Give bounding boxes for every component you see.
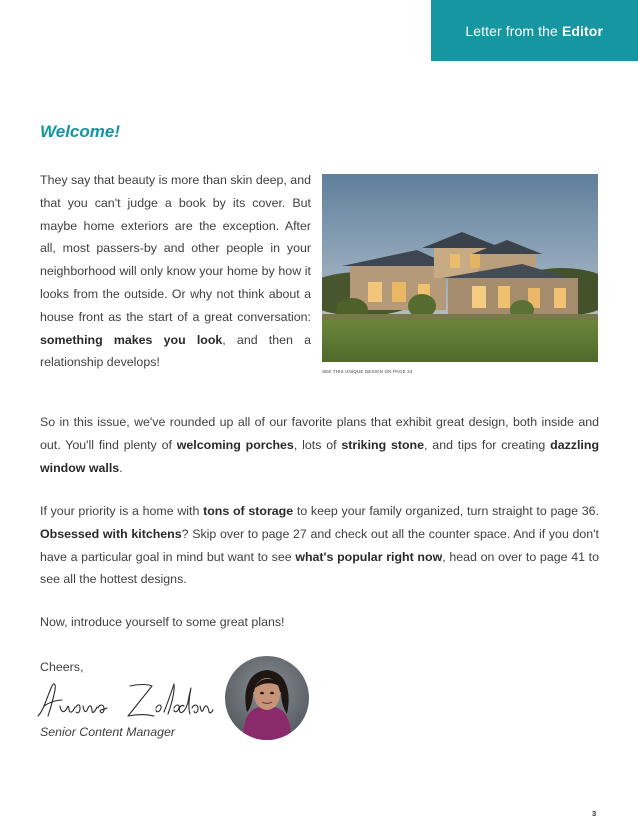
- intro-text-end: , and then a relationship develops!: [40, 332, 311, 370]
- intro-paragraph: [40, 169, 311, 374]
- photo-caption: SEE THIS UNIQUE DESIGN ON PAGE 24: [322, 369, 413, 374]
- paragraph-text: , lots of: [293, 437, 342, 452]
- emphasis-stone: striking stone: [341, 437, 425, 452]
- paragraph-text: If your priority is a home with: [40, 504, 204, 518]
- page-number: 3: [592, 809, 597, 818]
- paragraph-introduce: Now, introduce yourself to some great plans!: [40, 615, 285, 629]
- section-prefix: Letter from the: [465, 22, 558, 39]
- closing-greeting: Cheers,: [40, 660, 84, 674]
- paragraph-priorities: [40, 500, 599, 591]
- intro-emphasis: something makes you look: [40, 332, 223, 347]
- paragraph-text: , and tips for creating: [424, 437, 551, 452]
- paragraph-text: So in this issue, we've rounded up all of our favorite plans that exhibit great design, both inside and out. You'll find plenty of: [40, 415, 599, 452]
- section-header-tab: [431, 0, 638, 61]
- emphasis-window-walls: dazzling window walls: [40, 437, 600, 475]
- editor-avatar: [225, 656, 309, 740]
- emphasis-popular: what's popular right now: [295, 549, 443, 564]
- welcome-heading: Welcome!: [40, 122, 120, 141]
- paragraph-design: [40, 411, 599, 479]
- house-exterior-photo: [322, 174, 598, 362]
- emphasis-kitchens: Obsessed with kitchens: [40, 526, 182, 541]
- emphasis-storage: tons of storage: [203, 504, 294, 518]
- section-emphasis: Editor: [561, 22, 603, 39]
- paragraph-text: , head on over to page 41 to see all the hottest designs.: [40, 549, 600, 587]
- emphasis-porches: welcoming porches: [176, 437, 294, 452]
- intro-text: They say that beauty is more than skin deep, and that you can't judge a book by its cover. But maybe home exteriors are the exception. After all, most passers-by and other people in your neighborhood will only know your home by how it looks from the outside. Or why not think about a house front as the start of a great conversation:: [40, 173, 311, 324]
- signoff-title: Senior Content Manager: [40, 725, 176, 739]
- paragraph-text: to keep your family organized, turn straight to page 36.: [293, 504, 600, 518]
- handwritten-signature: [34, 676, 214, 724]
- paragraph-text: ? Skip over to page 27 and check out all the counter space. And if you don't have a particular goal in mind but want to see: [40, 526, 599, 564]
- paragraph-text: .: [119, 460, 123, 475]
